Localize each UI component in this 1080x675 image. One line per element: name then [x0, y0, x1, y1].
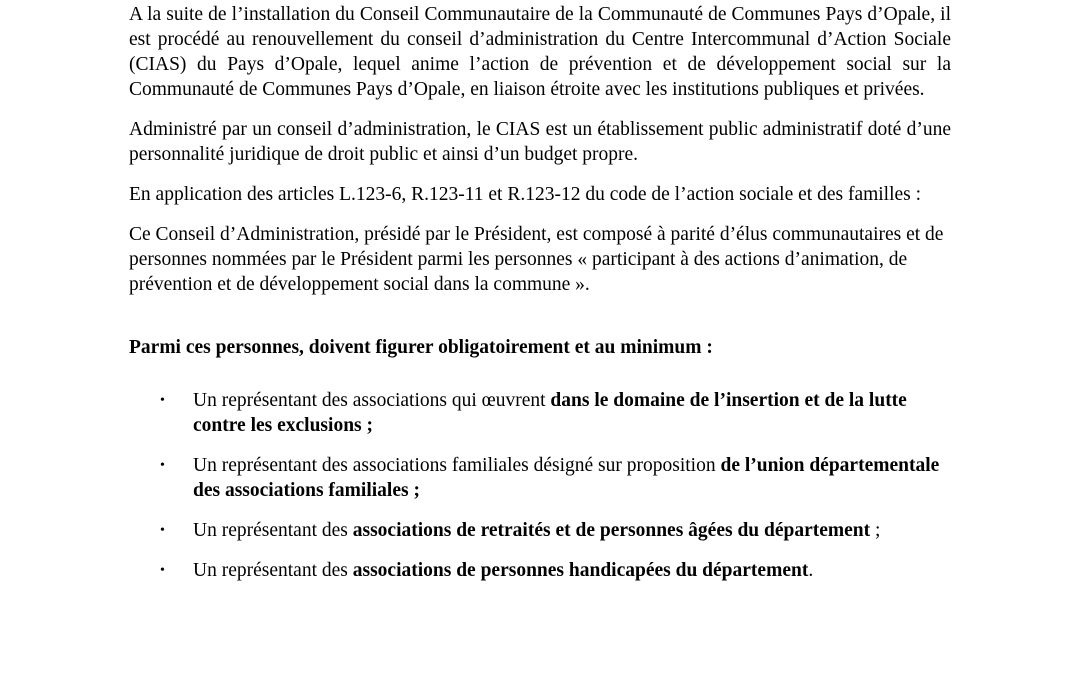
list-item-emphasis: associations de personnes handicapées du département — [352, 560, 809, 581]
required-members-list-wrap — [129, 388, 951, 583]
bullet-icon: • — [160, 458, 165, 473]
list-item-text: Un représentant des — [193, 560, 353, 581]
list-item — [129, 388, 951, 438]
bullet-icon: • — [160, 393, 165, 408]
paragraph-board-composition: Ce Conseil d’Administration, présidé par le Président, est composé à parité d’élus communautaires et de personnes nommées par le Président parmi les personnes « participant à des actions d’animation, de prévention et de développement social dans la commune ». — [129, 224, 944, 295]
bullet-icon: • — [160, 563, 165, 578]
list-item-emphasis: de l’union départementale des associations familiales ; — [193, 455, 940, 501]
paragraph-legal-articles: En application des articles L.123-6, R.123-11 et R.123-12 du code de l’action sociale et des familles : — [129, 184, 922, 205]
list-item — [129, 558, 951, 583]
list-item-emphasis: dans le domaine de l’insertion et de la lutte contre les exclusions ; — [193, 390, 907, 436]
list-item — [129, 453, 951, 503]
document-page — [129, 2, 951, 583]
list-item-tail: ; — [870, 520, 881, 541]
list-item-text: Un représentant des associations familiales désigné sur proposition — [193, 455, 721, 476]
list-heading — [129, 335, 951, 360]
list-item — [129, 518, 951, 543]
list-item-text: Un représentant des — [193, 520, 353, 541]
list-heading-text: Parmi ces personnes, doivent figurer obligatoirement et au minimum : — [129, 337, 713, 358]
bullet-icon: • — [160, 523, 165, 538]
list-item-text: Un représentant des associations qui œuvrent — [193, 390, 551, 411]
required-members-list — [129, 388, 951, 583]
list-item-emphasis: associations de retraités et de personnes âgées du département — [352, 520, 871, 541]
paragraph-cias-status: Administré par un conseil d’administration, le CIAS est un établissement public administratif doté d’une personnalité juridique de droit public et ainsi d’un budget propre. — [129, 119, 951, 165]
paragraph-cias-renewal: A la suite de l’installation du Conseil Communautaire de la Communauté de Communes Pays d’Opale, il est procédé au renouvellement du conseil d’administration du Centre Intercommunal d’Action Sociale (CIAS) du Pays d’Opale, lequel anime l’action de prévention et de développement social sur la Communauté de Communes Pays d’Opale, en liaison étroite avec les institutions publiques et privées. — [129, 4, 951, 100]
list-item-tail: . — [808, 560, 814, 581]
